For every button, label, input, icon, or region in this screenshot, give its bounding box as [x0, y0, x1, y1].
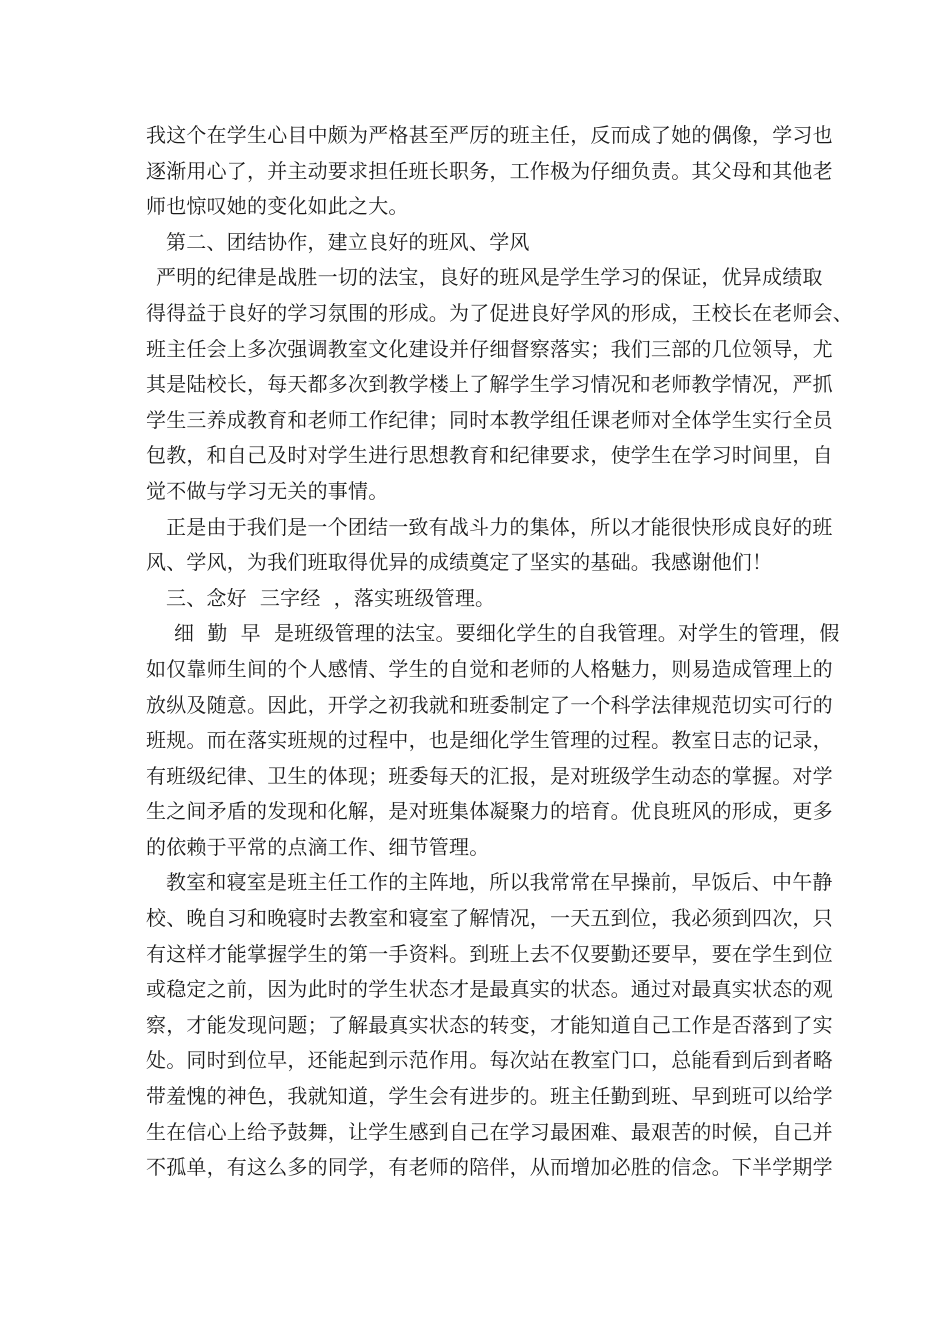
- text-line: 风、学风，为我们班取得优异的成绩奠定了坚实的基础。我感谢他们！: [146, 550, 773, 575]
- section-heading-2: 第二、团结协作，建立良好的班风、学风: [166, 229, 530, 254]
- text-line: 师也惊叹她的变化如此之大。: [146, 194, 409, 219]
- text-line: 生之间矛盾的发现和化解，是对班集体凝聚力的培育。优良班风的形成，更多: [146, 799, 833, 824]
- text-line: 班规。而在落实班规的过程中，也是细化学生管理的过程。教室日志的记录，: [146, 728, 833, 753]
- text-line: 细 勤 早 是班级管理的法宝。要细化学生的自我管理。对学生的管理，假: [174, 621, 840, 646]
- text-line: 严明的纪律是战胜一切的法宝，良好的班风是学生学习的保证，优异成绩取: [156, 265, 823, 290]
- text-line: 处。同时到位早，还能起到示范作用。每次站在教室门口，总能看到后到者略: [146, 1048, 833, 1073]
- text-line: 或稳定之前，因为此时的学生状态才是最真实的状态。通过对最真实状态的观: [146, 977, 833, 1002]
- text-line: 其是陆校长，每天都多次到教学楼上了解学生学习情况和老师教学情况，严抓: [146, 372, 833, 397]
- text-line: 放纵及随意。因此，开学之初我就和班委制定了一个科学法律规范切实可行的: [146, 692, 833, 717]
- text-line: 的依赖于平常的点滴工作、细节管理。: [146, 834, 490, 859]
- text-line: 班主任会上多次强调教室文化建设并仔细督察落实；我们三部的几位领导，尤: [146, 336, 833, 361]
- text-line: 校、晚自习和晚寝时去教室和寝室了解情况，一天五到位，我必须到四次，只: [146, 906, 833, 931]
- text-line: 有班级纪律、卫生的体现；班委每天的汇报，是对班级学生动态的掌握。对学: [146, 763, 833, 788]
- text-line: 察，才能发现问题；了解最真实状态的转变，才能知道自己工作是否落到了实: [146, 1012, 833, 1037]
- text-line: 学生三养成教育和老师工作纪律；同时本教学组任课老师对全体学生实行全员: [146, 407, 833, 432]
- text-line: 教室和寝室是班主任工作的主阵地，所以我常常在早操前，早饭后、中午静: [166, 870, 833, 895]
- text-line: 正是由于我们是一个团结一致有战斗力的集体，所以才能很快形成良好的班: [166, 514, 833, 539]
- text-line: 得得益于良好的学习氛围的形成。为了促进良好学风的形成，王校长在老师会、: [146, 300, 853, 325]
- text-line: 我这个在学生心目中颇为严格甚至严厉的班主任，反而成了她的偶像，学习也: [146, 123, 833, 147]
- text-line: 觉不做与学习无关的事情。: [146, 478, 389, 503]
- text-line: 有这样才能掌握学生的第一手资料。到班上去不仅要勤还要早，要在学生到位: [146, 941, 833, 966]
- text-line: 包教，和自己及时对学生进行思想教育和纪律要求，使学生在学习时间里，自: [146, 443, 833, 468]
- text-line: 带羞愧的神色，我就知道，学生会有进步的。班主任勤到班、早到班可以给学: [146, 1084, 833, 1109]
- section-heading-3: 三、念好 三字经 ，落实班级管理。: [166, 585, 496, 610]
- text-line: 如仅靠师生间的个人感情、学生的自觉和老师的人格魅力，则易造成管理上的: [146, 656, 833, 681]
- document-body: [146, 118, 853, 1186]
- text-line: 不孤单，有这么多的同学，有老师的陪伴，从而增加必胜的信念。下半学期学: [146, 1155, 833, 1180]
- text-line: 逐渐用心了，并主动要求担任班长职务，工作极为仔细负责。其父母和其他老: [146, 158, 833, 183]
- text-line: 生在信心上给予鼓舞，让学生感到自己在学习最困难、最艰苦的时候，自己并: [146, 1119, 833, 1144]
